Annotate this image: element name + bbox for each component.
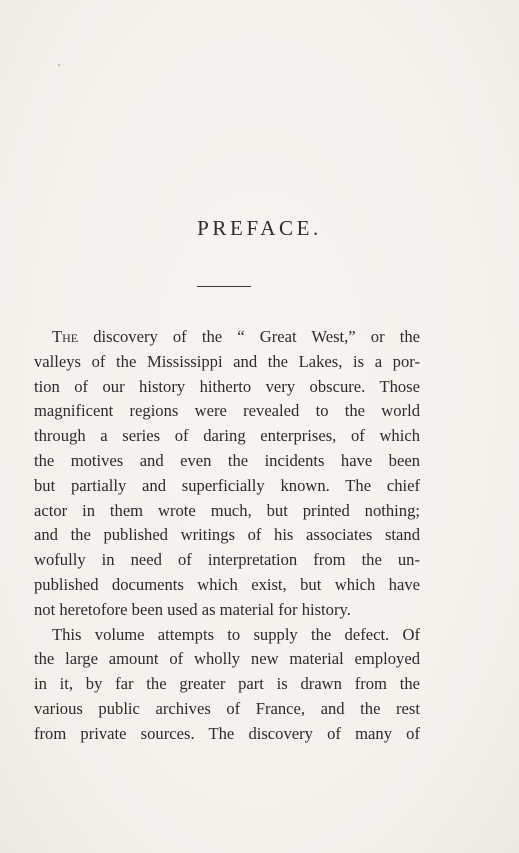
text-line: and the published writings of his associates stand — [34, 525, 420, 545]
text-line: from private sources. The discovery of many of — [34, 723, 420, 743]
heading-rule — [197, 286, 251, 287]
preface-heading: PREFACE. — [197, 216, 322, 240]
text-line: This volume attempts to supply the defect. Of — [52, 624, 420, 644]
paper-speck — [58, 64, 60, 66]
text-line: the large amount of wholly new material employed — [34, 649, 420, 669]
text-line: but partially and superficially known. The chief — [34, 475, 420, 495]
text-line: the motives and even the incidents have been — [34, 450, 420, 470]
text-line — [34, 325, 420, 350]
text-line: wofully in need of interpretation from the un- — [34, 550, 420, 570]
text-line: through a series of daring enterprises, of which — [34, 426, 420, 446]
text-line: valleys of the Mississippi and the Lakes, is a por- — [34, 351, 420, 371]
text-line: not heretofore been used as material for history. — [34, 599, 351, 619]
text-line: various public archives of France, and the rest — [34, 698, 420, 718]
text-line: published documents which exist, but which have — [34, 574, 420, 594]
text-line: in it, by far the greater part is drawn from the — [34, 674, 420, 694]
preface-body — [34, 325, 420, 747]
text-line: actor in them wrote much, but printed nothing; — [34, 500, 420, 520]
small-caps-lead: The — [52, 327, 79, 346]
text-line: magnificent regions were revealed to the world — [34, 401, 420, 421]
text-line: tion of our history hitherto very obscure. Those — [34, 376, 420, 396]
text-line-content: discovery of the “ Great West,” or the — [78, 327, 420, 346]
